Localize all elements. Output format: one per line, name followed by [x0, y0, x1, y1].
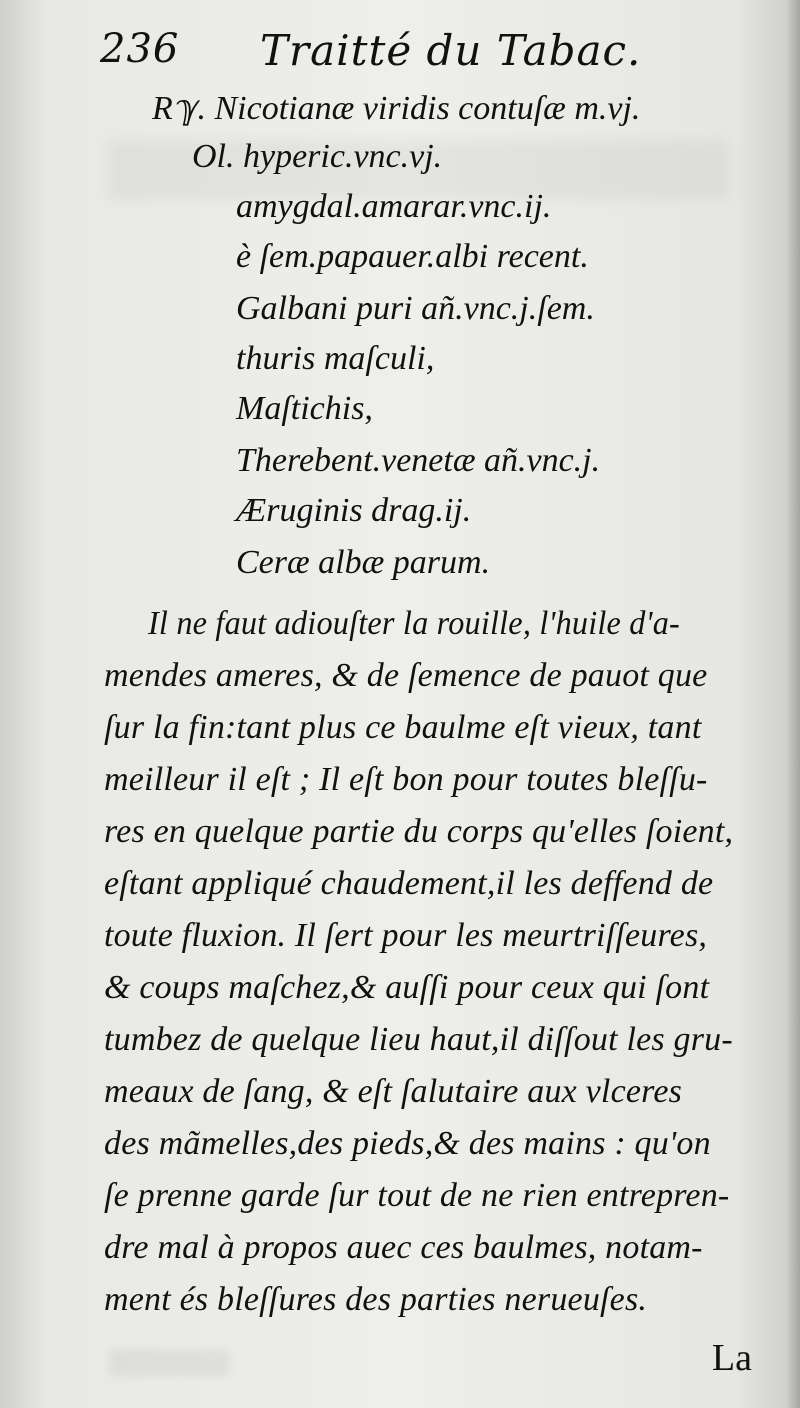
paragraph-line: dre mal à propos auec ces baulmes, notam-: [104, 1229, 703, 1266]
paragraph-line: des mãmelles,des pieds,& des mains : qu'on: [104, 1125, 711, 1162]
recipe-line: Galbani puri añ.vnc.j.ſem.: [236, 290, 595, 327]
paragraph-line: & coups maſchez,& auſſi pour ceux qui ſont: [104, 969, 710, 1006]
page-number: 236: [100, 26, 180, 72]
catchword: La: [711, 1337, 752, 1379]
paragraph-line: ment és bleſſures des parties nerueuſes.: [104, 1281, 648, 1318]
paragraph-line: ſur la fin:tant plus ce baulme eſt vieux, tant: [104, 709, 702, 746]
recipe-line: Rℽ. Nicotianæ viridis contuſæ m.vj.: [152, 90, 641, 127]
ink-bleed-through-bottom: [110, 1350, 230, 1376]
paragraph-line: toute fluxion. Il ſert pour les meurtriſſeures,: [104, 917, 708, 954]
paragraph-line: Il ne faut adiouſter la rouille, l'huile d'a-: [148, 605, 680, 642]
recipe-line: Æruginis drag.ij.: [236, 492, 472, 529]
running-title: Traitté du Tabac.: [260, 26, 642, 75]
paragraph-line: tumbez de quelque lieu haut,il diſſout les gru-: [104, 1021, 733, 1058]
recipe-line: Ceræ albæ parum.: [236, 544, 491, 581]
paragraph-line: mendes ameres, & de ſemence de pauot que: [104, 657, 708, 694]
recipe-line: thuris maſculi,: [236, 340, 435, 377]
paragraph-line: ſe prenne garde ſur tout de ne rien entrepren-: [104, 1177, 730, 1214]
recipe-line: Therebent.venetæ añ.vnc.j.: [236, 442, 601, 479]
paragraph-line: meilleur il eſt ; Il eſt bon pour toutes bleſſu-: [104, 761, 708, 798]
recipe-line: amygdal.amarar.vnc.ij.: [236, 188, 552, 225]
paragraph-line: eſtant appliqué chaudement,il les deffend de: [104, 865, 714, 902]
paragraph-line: meaux de ſang, & eſt ſalutaire aux vlceres: [104, 1073, 683, 1110]
recipe-line: Ol. hyperic.vnc.vj.: [192, 138, 443, 175]
recipe-line: è ſem.papauer.albi recent.: [236, 238, 589, 275]
recipe-line: Maſtichis,: [236, 390, 373, 427]
paragraph-line: res en quelque partie du corps qu'elles ſoient,: [104, 813, 734, 850]
page-header: [100, 26, 660, 86]
